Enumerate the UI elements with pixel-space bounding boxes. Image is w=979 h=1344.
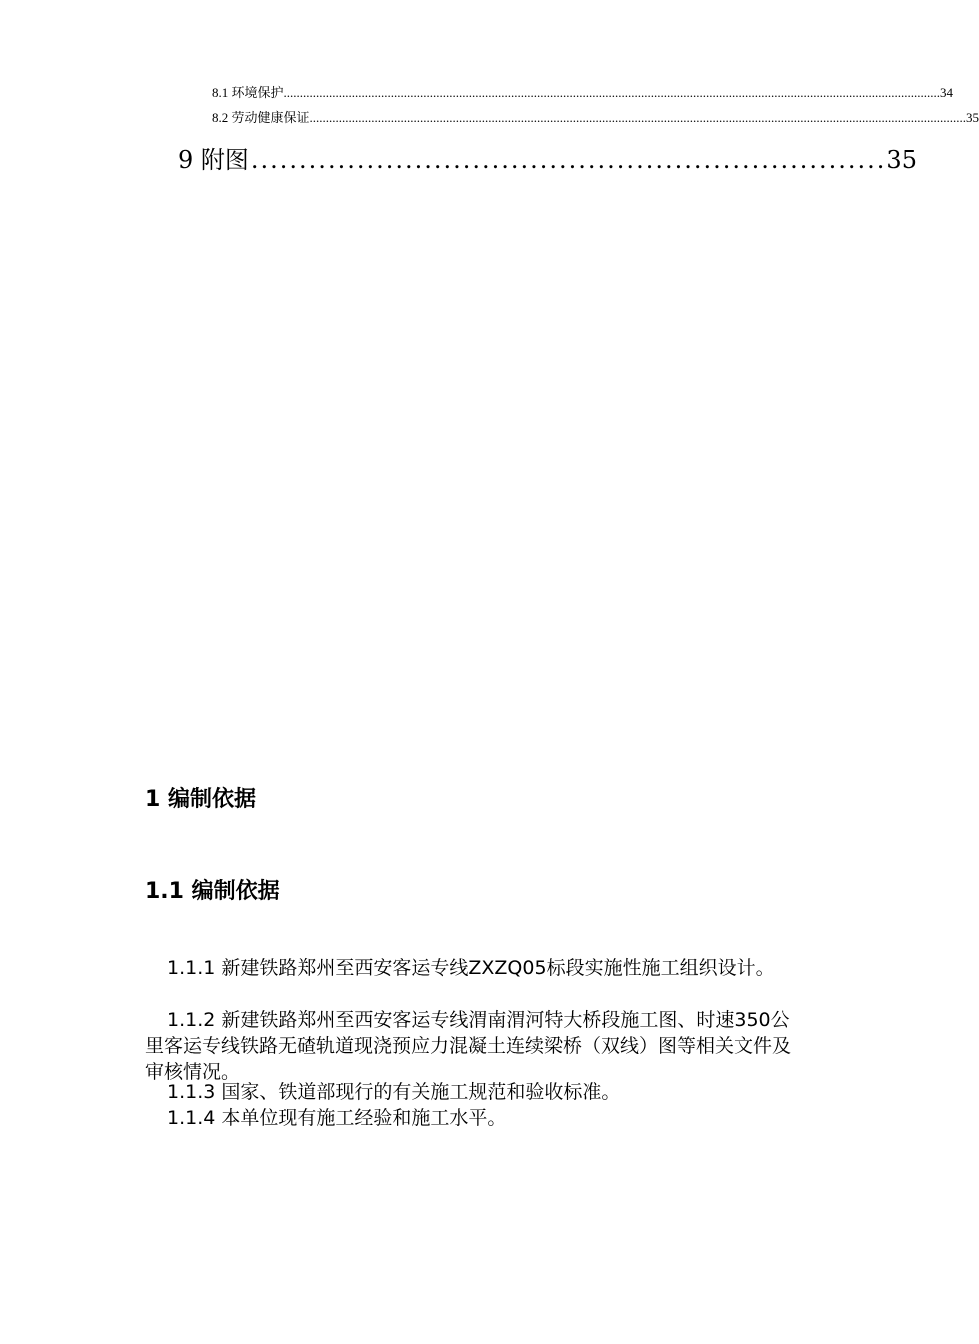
subsection-heading: 1.1 编制依据 — [145, 879, 280, 904]
toc-item-8-2[interactable] — [212, 107, 979, 126]
toc-leader-dots: .................................................................. — [250, 146, 887, 174]
body-paragraph: 1.1.3 国家、铁道部现行的有关施工规范和验收标准。 — [167, 1081, 621, 1103]
toc-leader-dots: .......................................................................................................................................................................................................... — [309, 110, 967, 125]
toc-item-label: 8.2 劳动健康保证 — [212, 110, 310, 125]
toc-item-label: 8.1 环境保护 — [212, 85, 284, 100]
section-heading: 1 编制依据 — [145, 787, 256, 812]
toc-item-page: 34 — [940, 85, 954, 100]
body-paragraph: 1.1.4 本单位现有施工经验和施工水平。 — [167, 1107, 507, 1129]
toc-chapter-label: 9 附图 — [178, 146, 249, 174]
body-paragraph: 1.1.1 新建铁路郑州至西安客运专线ZXZQ05标段实施性施工组织设计。 — [167, 957, 775, 979]
toc-chapter-page: 35 — [886, 146, 917, 174]
toc-item-page: 35 — [966, 110, 979, 125]
toc-leader-dots: .......................................................................................................................................................................................................... — [283, 85, 941, 100]
toc-item-8-1[interactable] — [212, 82, 954, 101]
body-paragraph: 1.1.2 新建铁路郑州至西安客运专线渭南渭河特大桥段施工图、时速350公里客运专线铁路无碴轨道现浇预应力混凝土连续梁桥（双线）图等相关文件及审核情况。 — [145, 1009, 792, 1083]
toc-item-chapter-9[interactable] — [178, 140, 917, 175]
